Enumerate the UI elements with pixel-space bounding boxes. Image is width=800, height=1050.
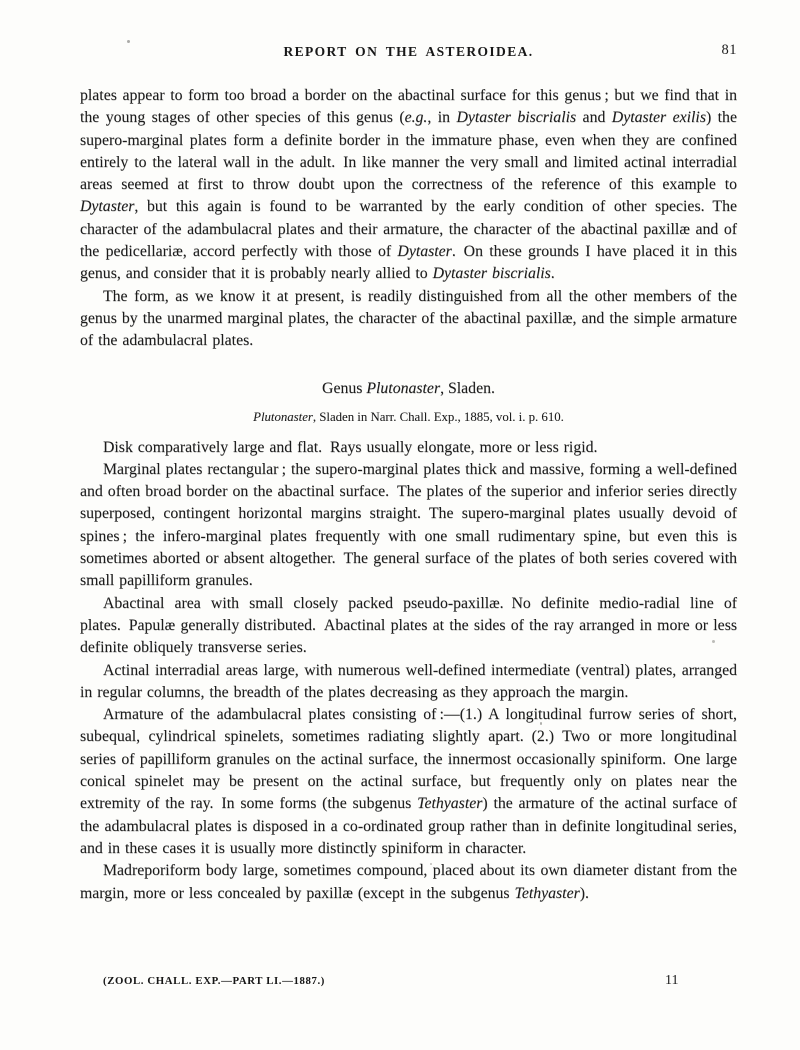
page-footer: [0, 973, 800, 993]
paragraph-madreporiform: Madreporiform body large, sometimes compound, placed about its own diameter distant from the margin, more or less concealed by paxillæ (except in the subgenus Tethyaster).: [80, 862, 737, 902]
running-title: REPORT ON THE ASTEROIDEA.: [283, 44, 534, 59]
genus-heading: Genus Plutonaster, Sladen.: [322, 379, 495, 397]
page-number: 81: [721, 42, 737, 58]
paragraph-continuation: plates appear to form too broad a border on the abactinal surface for this genus ; but we find that in the young stages of other species of this genus (e.g., in Dytaster biscrialis and Dytaster exilis) the supero-marginal plates form a definite border in the immature phase, even when they are confined entirely to the lateral wall in the adult. In like manner the very small and limited actinal interradial areas seemed at first to throw doubt upon the correctness of the reference of this example to Dytaster, but this again is found to be warranted by the early condition of other species. The character of the adambulacral plates and their armature, the character of the abactinal paxillæ and of the pedicellariæ, accord perfectly with those of Dytaster. On these grounds I have placed it in this genus, and consider that it is probably nearly allied to Dytaster biscrialis.: [80, 87, 737, 283]
paragraph-armature: Armature of the adambulacral plates consisting of :—(1.) A longitudinal furrow series of short, subequal, cylindrical spinelets, sometimes radiating slightly apart. (2.) Two or more longitudinal series of papilliform granules on the actinal surface, the innermost occasionally spiniform. One large conical spinelet may be present on the actinal surface, but frequently only on plates near the extremity of the ray. In some forms (the subgenus Tethyaster) the armature of the actinal surface of the adambulacral plates is disposed in a co-ordinated group rather than in definite longitudinal series, and in these cases it is usually more distinctly spiniform in character.: [80, 706, 737, 857]
paragraph-marginal-plates: Marginal plates rectangular ; the supero-marginal plates thick and massive, forming a well-defined and often broad border on the abactinal surface. The plates of the superior and inferior series directly superposed, contingent horizontal margins straight. The supero-marginal plates usually devoid of spines ; the infero-marginal plates frequently with one small rudimentary spine, but even this is sometimes aborted or absent altogether. The general surface of the plates of both series covered with small papilliform granules.: [80, 460, 737, 590]
footer-sheet-number: 11: [665, 973, 679, 988]
paragraph-form-distinguished: The form, as we know it at present, is readily distinguished from all the other members of the genus by the unarmed marginal plates, the character of the abactinal paxillæ, and the simple armature of the adambulacral plates.: [80, 287, 737, 350]
scan-speck: [127, 40, 130, 43]
genus-citation: Plutonaster, Sladen in Narr. Chall. Exp., 1885, vol. i. p. 610.: [253, 409, 564, 424]
paragraph-abactinal-area: Abactinal area with small closely packed pseudo-paxillæ. No definite medio-radial line of plates. Papulæ generally distributed. Abactinal plates at the sides of the ray arranged in more or less definite obliquely transverse series.: [80, 594, 737, 657]
paragraph-actinal-areas: Actinal interradial areas large, with numerous well-defined intermediate (ventral) plates, arranged in regular columns, the breadth of the plates decreasing as they approach the margin.: [80, 661, 737, 701]
footer-signature: (ZOOL. CHALL. EXP.—PART LI.—1887.): [103, 975, 325, 987]
running-head: [80, 44, 737, 62]
text-block: [80, 44, 737, 905]
paragraph-disk: Disk comparatively large and flat. Rays usually elongate, more or less rigid.: [103, 438, 598, 456]
